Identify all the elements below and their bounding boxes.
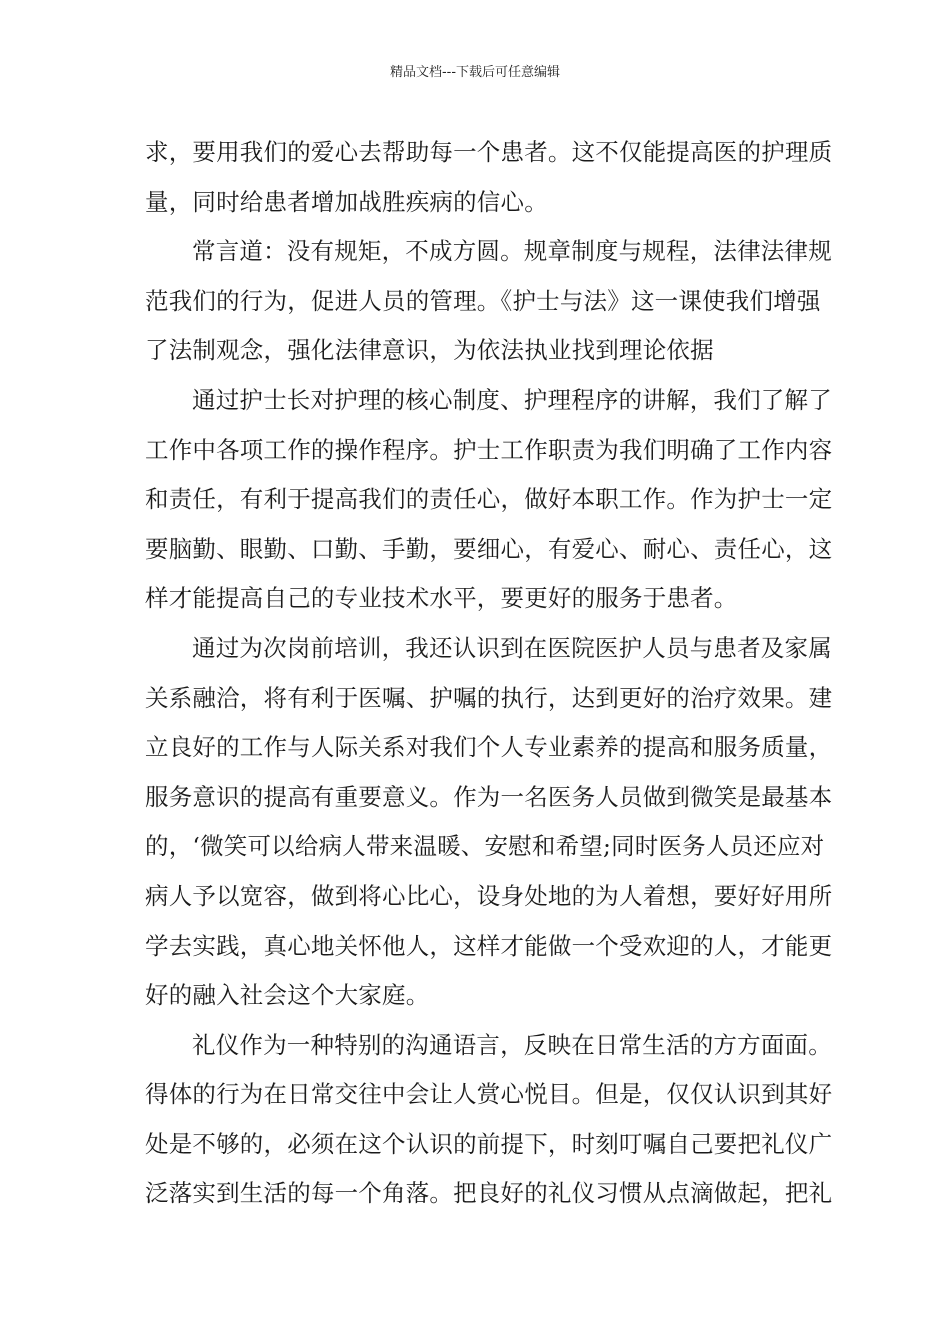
text-line: 礼仪作为一种特别的沟通语言，反映在日常生活的方方面面。 [192, 1030, 832, 1059]
text-line: 病人予以宽容，做到将心比心，设身处地的为人着想，要好好用所 [145, 881, 833, 910]
text-line: 立良好的工作与人际关系对我们个人专业素养的提高和服务质量， [145, 733, 833, 762]
text-line: 通过护士长对护理的核心制度、护理程序的讲解，我们了解了 [192, 385, 832, 414]
text-line: 关系融洽，将有利于医嘱、护嘱的执行，达到更好的治疗效果。建 [145, 683, 833, 712]
document-body [145, 128, 833, 1219]
text-line: 范我们的行为，促进人员的管理。《护士与法》这一课使我们增强 [145, 286, 821, 315]
text-line: 泛落实到生活的每一个角落。把良好的礼仪习惯从点滴做起，把礼 [145, 1179, 833, 1208]
text-line: 和责任，有利于提高我们的责任心，做好本职工作。作为护士一定 [145, 485, 833, 514]
page-header: 精品文档---下载后可任意编辑 [389, 65, 561, 80]
text-line: 服务意识的提高有重要意义。作为一名医务人员做到微笑是最基本 [145, 782, 833, 811]
text-line: 量，同时给患者增加战胜疾病的信心。 [145, 187, 548, 216]
text-line: 学去实践，真心地关怀他人，这样才能做一个受欢迎的人，才能更 [145, 931, 833, 960]
text-line: 了法制观念，强化法律意识，为依法执业找到理论依据 [145, 336, 714, 365]
text-line: 工作中各项工作的操作程序。护士工作职责为我们明确了工作内容 [145, 435, 833, 464]
text-line: 好的融入社会这个大家庭。 [145, 981, 430, 1010]
text-line: 通过为次岗前培训，我还认识到在医院医护人员与患者及家属 [192, 633, 832, 662]
text-line: 得体的行为在日常交往中会让人赏心悦目。但是，仅仅认识到其好 [145, 1080, 833, 1109]
text-line: 常言道：没有规矩，不成方圆。规章制度与规程，法律法律规 [192, 237, 832, 266]
text-line: 要脑勤、眼勤、口勤、手勤，要细心，有爱心、耐心、责任心，这 [145, 534, 833, 563]
text-line: 处是不够的，必须在这个认识的前提下，时刻叮嘱自己要把礼仪广 [145, 1129, 833, 1158]
text-line: 样才能提高自己的专业技术水平，要更好的服务于患者。 [145, 584, 738, 613]
text-line: 的，‘微笑可以给病人带来温暖、安慰和希望;同时医务人员还应对 [145, 832, 825, 861]
text-line: 求，要用我们的爱心去帮助每一个患者。这不仅能提高医的护理质 [145, 138, 833, 166]
